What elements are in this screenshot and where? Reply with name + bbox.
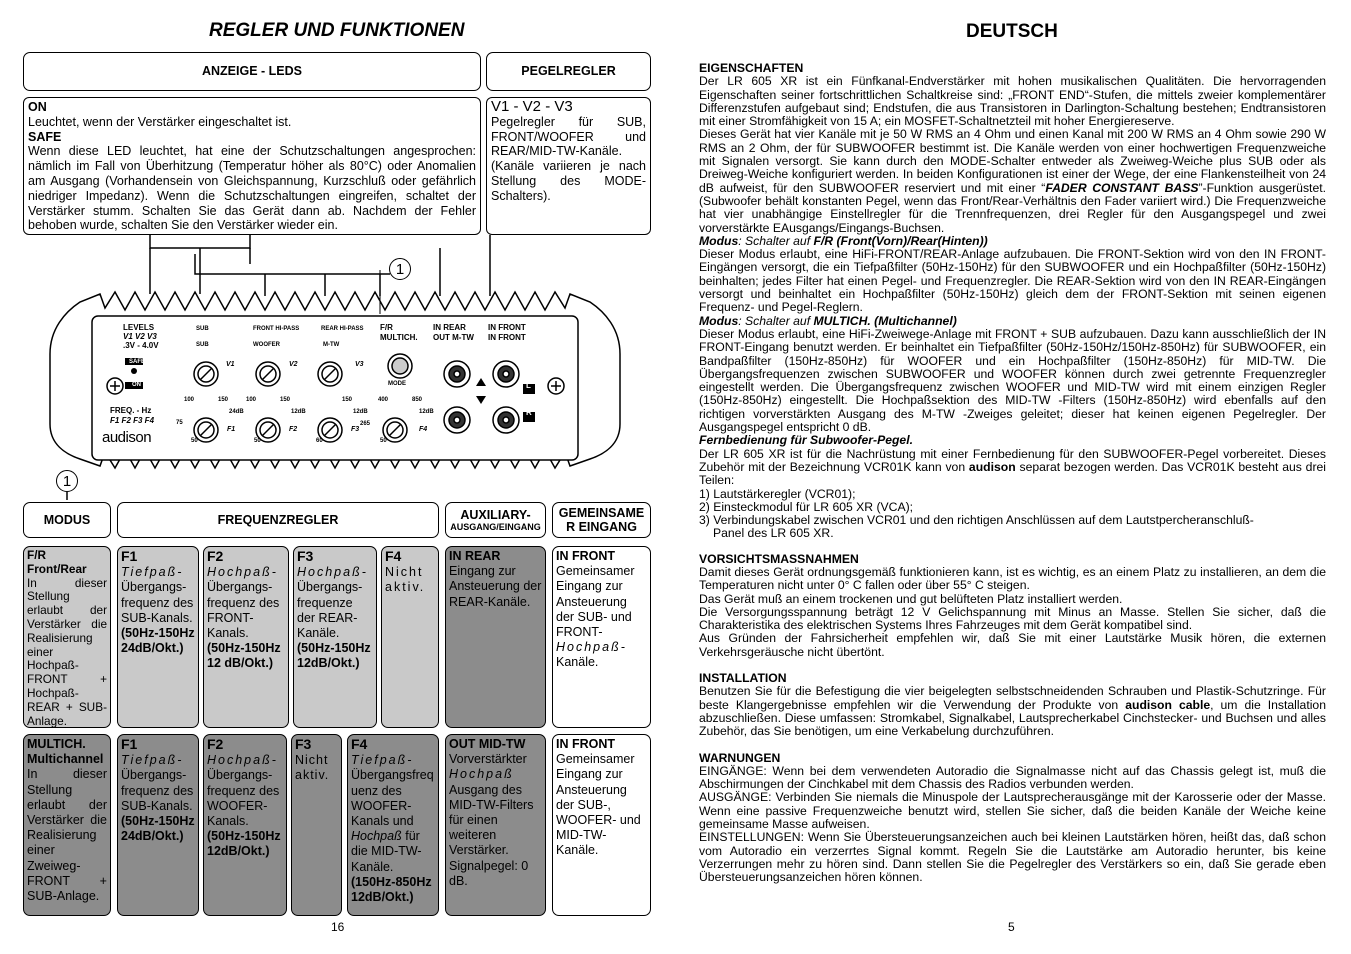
pegel-title: V1 - V2 - V3: [491, 98, 573, 115]
panel-safe-led: SAFE: [129, 359, 146, 365]
aux-header: [445, 502, 546, 538]
aux-header-label: AUXILIARY-: [460, 507, 531, 522]
row2-f3-title: F3: [295, 736, 312, 752]
row2-gem-title: IN FRONT: [556, 737, 616, 751]
panel-scale-a4: 50: [191, 438, 198, 444]
aux-header-sub: AUSGANG/EINGANG: [450, 522, 541, 533]
panel-woofer: WOOFER: [253, 342, 280, 348]
row1-f1-text: Übergangs-frequenz des SUB-Kanals.: [121, 580, 194, 625]
amplifier-diagram: [20, 234, 660, 500]
panel-on-led: ON: [132, 382, 141, 388]
panel-scale-c3: 50: [380, 438, 387, 444]
para-9: Aus Gründen der Fahrsicherheit empfehlen wir, daß Sie mit einer Lautstärke Musik hören, die externen Verkehrsgeräusche nicht übertönt.: [699, 631, 1326, 659]
left-page-number: 16: [331, 920, 345, 934]
panel-f2: F2: [289, 426, 298, 433]
row2-f3-text: Nicht aktiv.: [295, 753, 330, 783]
row1-modus-title: F/R: [27, 548, 47, 562]
row2-modus-sub: Multichannel: [27, 752, 104, 767]
para-13: EINSTELLUNGEN: Wenn Sie Übersteuerungsanzeichen auch bei kleinen Lautstärken hören, heißt das, daß schon vom Autoradio ein verzerrtes Signal kommt. Regeln Sie die Lautstärke am Autoradio herunter, bis keine Verzerrungen mehr zu hören sind. Dann stellen Sie die Pegelregler des Verstärkers so ein, daß Sie gerade eben Übersteuerungsanzeichen hören können.: [699, 830, 1326, 885]
safe-text: Wenn diese LED leuchtet, hat eine der Schutzschaltungen angesprochen: nämlich im Fall von Überhitzung (Temperatur höher als 80°C) oder Anomalien am Ausgang (Vorhandensein von Gleichspannung, Kurzschluß oder gefährlich niedriger Impedanz). Wenn die Schutzschaltungen eingreifen, schaltet der Verstärker stumm. Schalten Sie das Gerät dann ab. Nachdem der Fehler behoben wurde, schalten Sie den Verstärker wieder ein.: [28, 144, 476, 233]
panel-in-rear: IN REAR OUT M-TW: [433, 323, 474, 342]
row2-f4-text2: für die MID-TW-Kanäle.: [351, 829, 422, 874]
modus-header: [23, 502, 111, 538]
panel-scale-a1: 150: [218, 397, 229, 403]
row1-aux-title: IN REAR: [449, 549, 501, 563]
row1-f1: [117, 546, 199, 728]
row1-modus-sub: Front/Rear: [27, 561, 87, 576]
row2-f1-title: F1: [121, 736, 138, 752]
para-6: Damit dieses Gerät ordnungsgemäß funktionieren kann, ist es wichtig, es an einem Platz zu installieren, an dem die Temperaturen nicht unter 0° C fallen oder über 55° C steigen.: [699, 564, 1326, 593]
freq-header-label: FREQUENZREGLER: [217, 512, 339, 527]
list-item-1: 1) Lautstärkeregler (VCR01);: [699, 486, 856, 501]
row2-f4-val: (150Hz-850Hz 12dB/Okt.): [351, 874, 432, 905]
row1-f1-val: (50Hz-150Hz 24dB/Okt.): [121, 626, 195, 656]
right-page-title: DEUTSCH: [966, 21, 1058, 42]
row1-aux: [445, 546, 546, 728]
row2-modus-title: MULTICH.: [27, 737, 86, 751]
row1-f2-title: F2: [207, 548, 224, 564]
pegel-header: [486, 52, 651, 91]
panel-v1: V1: [226, 361, 235, 368]
gem-header-label: GEMEINSAME R EINGANG: [558, 505, 645, 534]
vorsicht-heading: VORSICHTSMASSNAHMEN: [699, 551, 859, 566]
para-1: Der LR 605 XR ist ein Fünfkanal-Endverstärker mit hohen musikalischen Qualitäten. Die hervorragenden Eigenschaften seiner fortschrittlichen Schaltkreise sind: „FRONT END“-Stufen, die mittels zweier komplementärer Differenzstufen aufgebaut sind; Endstufen, die aus Transistoren in Darlington-Schaltung bestehen; Endtransistoren mit einer Stromfähigkeit von 15 A; ein MOSFET-Schaltnetzteil mit hoher Energiereserve.: [699, 74, 1326, 129]
row1-f3: [293, 546, 377, 728]
row2-aux: [445, 734, 546, 916]
row1-aux-text: Eingang zur Ansteuerung der REAR-Kanäle.: [449, 564, 542, 609]
para-8: Die Versorgungsspannung beträgt 12 V Gelichspannung mit Minus an Masse. Stellen Sie sicher, daß die Charakteristika des elektrischen Systems Ihres Fahrzeuges mit dem Gerät kompatibel sind.: [699, 604, 1326, 633]
panel-v3: V3: [355, 361, 364, 368]
row2-f1-text: Übergangs-frequenz des SUB-Kanals.: [121, 768, 194, 813]
para-10: Benutzen Sie für die Befestigung die vier beigelegten selbstschneidenden Schrauben und Plastik-Schutzringe. Für beste Klangergebnisse empfehlen wir die Verwendung der Produkte von audison cable, um die Installation abzuschließen. Diese umfassen: Stromkabel, Signalkabel, Lautsprecherkabel Cinchstecker- und Buchsen und alles Zubehör, das Sie benötigen, um eine Verkabelung durchzuführen.: [699, 684, 1326, 739]
panel-scale-c2: 12dB: [353, 409, 368, 415]
on-text: Leuchtet, wenn der Verstärker eingeschaltet ist.: [28, 114, 292, 129]
row1-f3-text: Übergangs-frequenze der REAR-Kanäle.: [297, 580, 363, 641]
para-7: Das Gerät muß an einem trockenen und gut belüfteten Platz installiert werden.: [699, 591, 1123, 606]
row2-f3: [291, 734, 342, 916]
panel-freq: FREQ. - Hz F1 F2 F3 F4: [110, 406, 155, 425]
row1-f1-it: Tiefpaß-: [121, 565, 184, 580]
para-3: Dieser Modus erlaubt, eine HiFi-FRONT/REAR-Anlage aufzubauen. Die FRONT-Sektion wird von den IN FRONT-Eingängen versorgt, die ein Tiefpaßfilter (50Hz-150Hz) für den SUBWOOFER und ein Hochpaßfilter (50Hz-150Hz) beinhalten; jedes Filter hat einen Pegel- und Frequenzregler. Die REAR-Sektion wird von den IN REAR-Eingängen versorgt und beinhaltet ein Hochpaßfilter (50Hz-150Hz) gleich dem der FRONT-Sektion mit seinen eigenen Frequenz- und Pegel-Reglern.: [699, 247, 1326, 315]
row2-f4-it2: Hochpaß: [351, 829, 402, 844]
panel-scale-c1: 150: [342, 397, 353, 403]
row2-f4-it: Tiefpaß-: [351, 753, 414, 768]
modus-multich-heading: Modus: Schalter auf MULTICH. (Multichannel): [699, 313, 957, 328]
panel-in-front: IN FRONT IN FRONT: [488, 323, 526, 342]
row1-gem-it: Hochpaß-: [556, 640, 627, 655]
row2-gem: [552, 734, 651, 916]
eigenschaften-heading: EIGENSCHAFTEN: [699, 61, 804, 75]
row2-f2-text: Übergangs-frequenz des WOOFER-Kanals.: [207, 768, 280, 829]
row1-gem-text: Gemeinsamer Eingang zur Ansteuerung der SUB- und FRONT-: [556, 564, 635, 640]
panel-mode-labels: F/R MULTICH.: [380, 323, 418, 342]
row2-f2-val: (50Hz-150Hz 12dB/Okt.): [207, 829, 281, 859]
panel-mtw: M-TW: [323, 342, 340, 348]
anzeige-description: [23, 97, 481, 235]
row2-modus-text: In dieser Stellung erlaubt der Verstärker die Realisierung einer Zweiweg-FRONT + SUB-Anlage.: [27, 767, 107, 904]
pegel-header-label: PEGELREGLER: [521, 64, 616, 79]
fernbedienung-heading: Fernbedienung für Subwoofer-Pegel.: [699, 433, 913, 448]
panel-f4: F4: [419, 426, 428, 433]
warnungen-heading: WARNUNGEN: [699, 750, 781, 765]
panel-scale-a3: 24dB: [229, 409, 244, 415]
row1-gem: [552, 546, 651, 728]
panel-scale-a5: 50: [254, 438, 261, 444]
anzeige-header-label: ANZEIGE - LEDS: [201, 64, 302, 79]
panel-scale-b3: 60: [316, 438, 323, 444]
panel-levels: LEVELS V1 V2 V3 .3V - 4.0V: [123, 323, 159, 350]
list-item-3-cont: Panel des LR 605 XR.: [713, 526, 834, 541]
right-page-number: 5: [1008, 920, 1015, 934]
modus-header-label: MODUS: [43, 512, 91, 527]
row2-f1-it: Tiefpaß-: [121, 753, 184, 768]
row2-f1: [117, 734, 199, 916]
panel-scale-d1: 850: [412, 397, 423, 403]
left-page-title: REGLER UND FUNKTIONEN: [209, 20, 465, 41]
panel-f3: F3: [351, 426, 360, 433]
para-5: Der LR 605 XR ist für die Nachrüstung mit einer Fernbedienung für den SUBWOOFER-Pegel vorbereitet. Dieses Zubehör mit der Bezeichnung VCR01K kann von audison separat bezogen werden. Das VCR01K besteht aus drei Teilen:: [699, 446, 1326, 488]
row1-f3-val: (50Hz-150Hz 12dB/Okt.): [297, 641, 371, 671]
panel-mode-label: MODE: [388, 381, 406, 387]
panel-scale-b2: 12dB: [291, 409, 306, 415]
row1-f2: [203, 546, 289, 728]
para-2: Dieses Gerät hat vier Kanäle mit je 50 W RMS an 4 Ohm und einen Kanal mit 200 W RMS an 4 Ohm sowie 290 W RMS an 2 Ohm, der für SUBWOOFER bestimmt ist. Die Kanäle werden von einer hochwertigen Frequenzweiche mit Signalen versorgt. Sie kann durch den MODE-Schalter entweder als Zweiweg-Weiche plus SUB oder als Dreiweg-Weiche konfiguriert werden. In beiden Konfigurationen ist einer der Wege, der eine Flankensteilheit von 24 dB aufweist, für den SUBWOOFER reserviert und mit einer “FADER CONSTANT BASS”-Funktion ausgerüstet. (Subwoofer behält konstanten Pegel, wenn das Front/Rear-Verhältnis den Fader variiert wird.) Die Frequenzweiche hat vier unabhängige Einstellregler für die Trennfrequenzen, drei Regler für den Ausgangspegel und zwei vorverstärkte EAusgangs/Eingangs-Buchsen.: [699, 127, 1326, 235]
row2-f2-it: Hochpaß-: [207, 753, 278, 768]
safe-title: SAFE: [28, 129, 62, 144]
list-item-2: 2) Einsteckmodul für LR 605 XR (VCA);: [699, 499, 914, 514]
row1-f4-text: Nicht aktiv.: [385, 565, 426, 595]
row2-f2: [203, 734, 287, 916]
row1-modus: [23, 546, 111, 728]
row2-f4-text: Übergangsfrequenz des WOOFER-Kanals und: [351, 768, 434, 829]
panel-l: L: [526, 381, 531, 390]
panel-r: R: [526, 408, 532, 417]
callout-1-bottom: 1: [56, 470, 78, 492]
row1-gem-title: IN FRONT: [556, 549, 616, 563]
row2-gem-text: Gemeinsamer Eingang zur Ansteuerung der SUB-, WOOFER- und MID-TW-Kanäle.: [556, 752, 641, 858]
row2-aux-text2: Ausgang des MID-TW-Filters für einen weiteren Verstärker. Signalpegel: 0 dB.: [449, 782, 534, 888]
audison-logo: audison: [102, 429, 152, 446]
row2-modus: [23, 734, 111, 916]
row2-f2-title: F2: [207, 736, 224, 752]
row1-f3-it: Hochpaß-: [297, 565, 368, 580]
callout-1-top: 1: [389, 258, 411, 280]
panel-scale-d3: 265: [360, 421, 371, 427]
row2-f1-val: (50Hz-150Hz 24dB/Okt.): [121, 814, 195, 844]
row1-gem-text2: Kanäle.: [556, 655, 599, 670]
row1-f4: [381, 546, 439, 728]
panel-scale-b1: 150: [280, 397, 291, 403]
para-11: EINGÄNGE: Wenn bei dem verwendeten Autoradio die Signalmasse nicht auf das Chassis gelegt ist, muß die Abschirmungen der Cinchkabel mit dem Chassis des Radios verbunden werden.: [699, 763, 1326, 792]
panel-sub-label-2: SUB: [196, 342, 209, 348]
anzeige-header: [23, 52, 481, 91]
panel-f1: F1: [227, 426, 236, 433]
panel-scale-b0: 100: [246, 397, 257, 403]
right-page-body: [699, 62, 1326, 885]
installation-heading: INSTALLATION: [699, 671, 787, 686]
para-12: AUSGÄNGE: Verbinden Sie niemals die Minuspole der Lautsprecherausgänge mit der Karosserie oder der Masse. Wenn eine passive Frequenzweiche benutzt wird, stellen Sie sicher, daß die beiden Kanäle der Weiche keine gemeinsame Masse aufweisen.: [699, 790, 1326, 832]
list-item-3: 3) Verbindungskabel zwischen VCR01 und den richtigen Anschlüssen auf dem Lautstpercheranschluß-: [699, 513, 1254, 528]
pegel-text: Pegelregler für SUB, FRONT/WOOFER und REAR/MID-TW-Kanäle. (Kanäle variieren je nach Stellung des MODE-Schalters).: [491, 114, 646, 203]
para-4: Dieser Modus erlaubt, eine HiFi-Zweiwege-Anlage mit FRONT + SUB aufzubauen. Dazu kann ausschließlich der IN FRONT-Eingang benutzt werden. Er beinhaltet ein Tiefpaßfilter (50Hz-150Hz/150Hz-850Hz) für SUBWOOFER, ein Bandpaßfilter (150Hz-850Hz) für WOOFER und ein Hochpaßfilter (150Hz-850Hz) für MID-TW. Die Übergangsfrequenzen zwischen SUBWOOFER und WOOFER können durch zwei getrennte Frequenzregler eingestellt werden. Die Übergangsfrequenz zwischen WOOFER und MID-TW wird mit einem einzigen Regler (150Hz-850Hz) eingestellt. Die Hochpaßsektion des MID-TW -Filters (150Hz-850Hz) wird ebenfalls auf den richtigen vorverstärkten Ausgang des M-TW -Zweiges geleitet; dieser hat keinen eigenen Pegelregler. Der Ausgangspegel entspricht 0 dB.: [699, 326, 1326, 435]
row2-aux-title: OUT MID-TW: [449, 737, 526, 751]
panel-rear-hipass: REAR HI-PASS: [321, 326, 364, 332]
freq-header: [117, 502, 439, 538]
panel-sub-label: SUB: [196, 326, 209, 332]
row1-f2-text: Übergangs-frequenz des FRONT-Kanals.: [207, 580, 280, 641]
gem-header: [552, 502, 651, 538]
pegel-description: [486, 97, 651, 235]
panel-front-hipass: FRONT HI-PASS: [253, 326, 300, 332]
panel-v2: V2: [289, 361, 298, 368]
row2-f4: [347, 734, 439, 916]
row1-modus-text: In dieser Stellung erlaubt der Verstärker die Realisierung einer Hochpaß-FRONT + Hochpaß-REAR + SUB-Anlage.: [27, 575, 107, 728]
row2-f4-title: F4: [351, 736, 368, 752]
row1-f1-title: F1: [121, 548, 138, 564]
panel-scale-a2: 75: [176, 420, 183, 426]
row1-f2-it: Hochpaß-: [207, 565, 278, 580]
row1-f2-val: (50Hz-150Hz 12 dB/Okt.): [207, 641, 281, 671]
panel-scale-d0: 400: [378, 397, 389, 403]
row1-f4-title: F4: [385, 548, 402, 564]
row2-aux-text: Vorverstärkter: [449, 752, 527, 767]
panel-scale-a0: 100: [184, 397, 195, 403]
row2-aux-it: Hochpaß: [449, 767, 514, 782]
on-title: ON: [28, 100, 47, 114]
modus-fr-heading: Modus: Schalter auf F/R (Front(Vorn)/Rear(Hinten)): [699, 233, 988, 248]
panel-scale-d2: 12dB: [419, 409, 434, 415]
row1-f3-title: F3: [297, 548, 314, 564]
